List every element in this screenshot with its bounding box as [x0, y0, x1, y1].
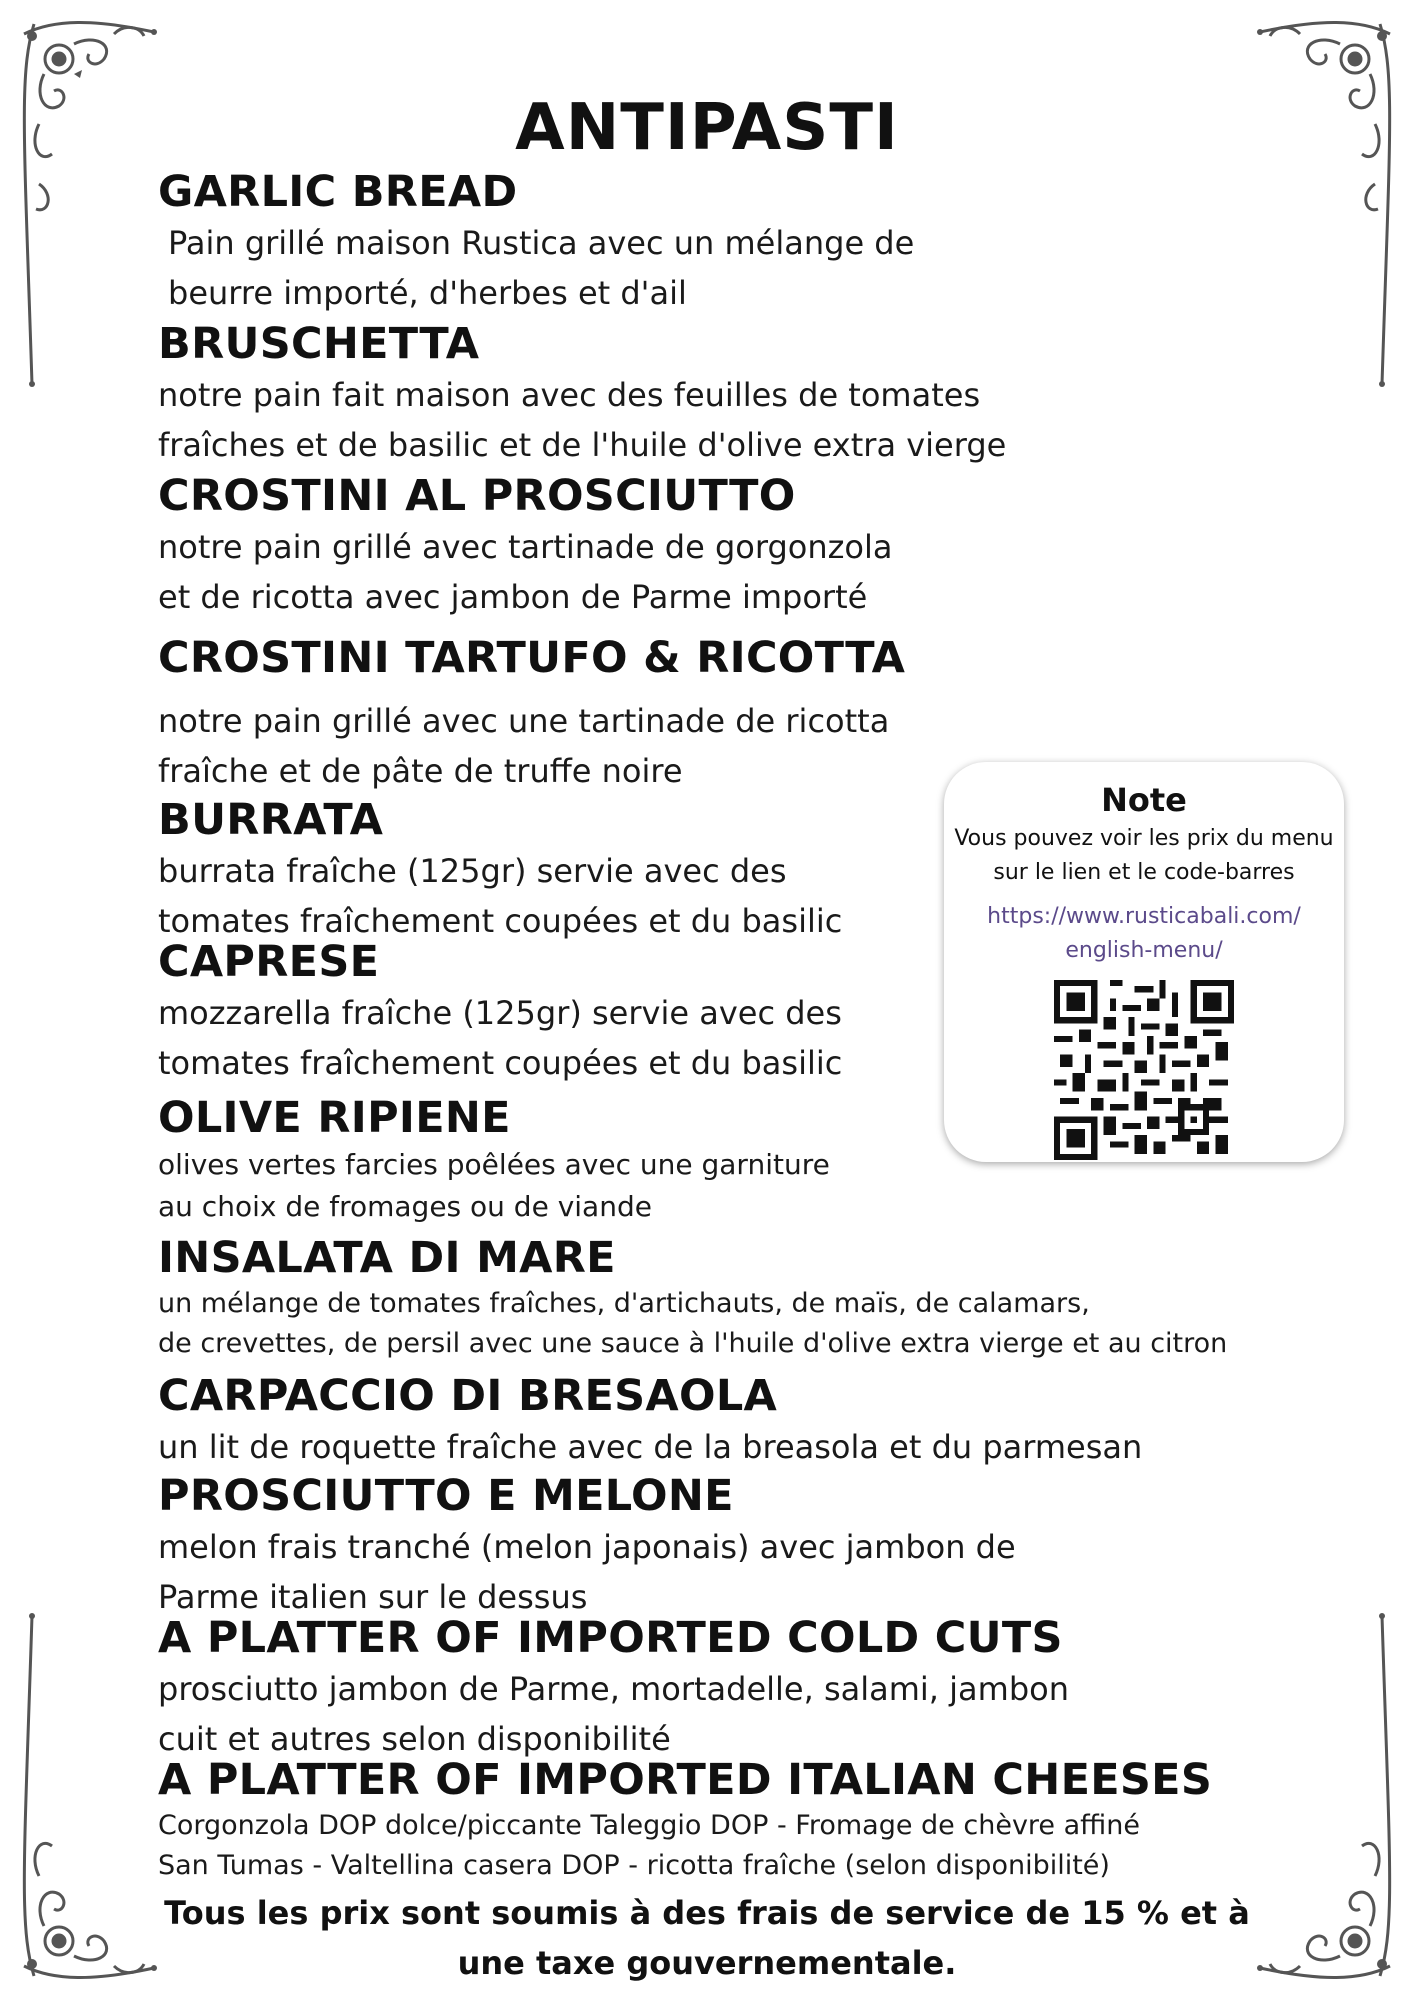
description-line: San Tumas - Valtellina casera DOP - ricotta fraîche (selon disponibilité): [158, 1850, 1110, 1881]
notice-line: Tous les prix sont soumis à des frais de service de 15 % et à: [164, 1894, 1250, 1932]
description-line: Parme italien sur le dessus: [158, 1578, 588, 1616]
menu-item-description: [158, 1422, 1278, 1472]
menu-item-name: GARLIC BREAD: [158, 167, 518, 217]
qr-code-icon[interactable]: [1054, 980, 1234, 1160]
menu-item: [158, 470, 1278, 622]
menu-item-name: CARPACCIO DI BRESAOLA: [158, 1371, 778, 1421]
description-line: notre pain grillé avec une tartinade de ricotta: [158, 702, 890, 740]
menu-item-name: CROSTINI AL PROSCIUTTO: [158, 471, 796, 521]
menu-item: [158, 1754, 1278, 1886]
description-line: beurre importé, d'herbes et d'ail: [168, 274, 687, 312]
description-line: prosciutto jambon de Parme, mortadelle, salami, jambon: [158, 1670, 1069, 1708]
description-line: un mélange de tomates fraîches, d'artichauts, de maïs, de calamars,: [158, 1288, 1090, 1319]
menu-item: [158, 318, 1278, 470]
description-line: tomates fraîchement coupées et du basilic: [158, 902, 843, 940]
description-line: notre pain grillé avec tartinade de gorgonzola: [158, 528, 893, 566]
note-text-line: Vous pouvez voir les prix du menu: [954, 826, 1334, 851]
service-charge-notice: [0, 1888, 1414, 1988]
menu-item-description: [158, 1522, 1278, 1622]
menu-item: [158, 1370, 1278, 1472]
menu-item-name: A PLATTER OF IMPORTED COLD CUTS: [158, 1613, 1063, 1663]
menu-item-name: BURRATA: [158, 795, 384, 845]
notice-line: une taxe gouvernementale.: [457, 1944, 957, 1982]
description-line: au choix de fromages ou de viande: [158, 1190, 652, 1223]
menu-item-description: [158, 1664, 1278, 1764]
menu-item: [158, 1232, 1278, 1364]
menu-item: [158, 1612, 1278, 1764]
menu-link-line[interactable]: english-menu/: [1065, 938, 1223, 963]
menu-link[interactable]: [944, 900, 1344, 968]
menu-item-description: [158, 1806, 1278, 1886]
menu-item: [158, 1470, 1278, 1622]
menu-item-description: [158, 1284, 1278, 1364]
description-line: olives vertes farcies poêlées avec une garniture: [158, 1148, 830, 1181]
note-text-line: sur le lien et le code-barres: [993, 860, 1295, 885]
menu-item-name: OLIVE RIPIENE: [158, 1093, 511, 1143]
description-line: cuit et autres selon disponibilité: [158, 1720, 671, 1758]
description-line: notre pain fait maison avec des feuilles de tomates: [158, 376, 981, 414]
description-line: burrata fraîche (125gr) servie avec des: [158, 852, 787, 890]
menu-item-name: A PLATTER OF IMPORTED ITALIAN CHEESES: [158, 1755, 1213, 1805]
note-card: [944, 762, 1344, 1162]
menu-item-name: CAPRESE: [158, 937, 380, 987]
menu-item-description: [158, 522, 1278, 622]
description-line: Corgonzola DOP dolce/piccante Taleggio DOP - Fromage de chèvre affiné: [158, 1810, 1140, 1841]
menu-item-name: BRUSCHETTA: [158, 319, 480, 369]
menu-item-description: [158, 218, 1278, 318]
description-line: un lit de roquette fraîche avec de la breasola et du parmesan: [158, 1428, 1143, 1466]
description-line: de crevettes, de persil avec une sauce à l'huile d'olive extra vierge et au citron: [158, 1328, 1228, 1359]
description-line: melon frais tranché (melon japonais) avec jambon de: [158, 1528, 1016, 1566]
description-line: et de ricotta avec jambon de Parme importé: [158, 578, 868, 616]
description-line: tomates fraîchement coupées et du basilic: [158, 1044, 843, 1082]
menu-item-name: CROSTINI TARTUFO & RICOTTA: [158, 633, 906, 683]
menu-item-name: PROSCIUTTO E MELONE: [158, 1471, 734, 1521]
description-line: mozzarella fraîche (125gr) servie avec des: [158, 994, 842, 1032]
page-title: ANTIPASTI: [515, 91, 899, 165]
menu-item: [158, 166, 1278, 318]
menu-item-description: [158, 370, 1278, 470]
note-title: Note: [1101, 781, 1187, 819]
corner-ornament-icon: [14, 14, 164, 394]
menu-link-line[interactable]: https://www.rusticabali.com/: [987, 904, 1301, 929]
description-line: fraîches et de basilic et de l'huile d'olive extra vierge: [158, 426, 1007, 464]
note-text: [944, 822, 1344, 890]
menu-item-name: INSALATA DI MARE: [158, 1233, 616, 1283]
description-line: Pain grillé maison Rustica avec un mélange de: [168, 224, 915, 262]
description-line: fraîche et de pâte de truffe noire: [158, 752, 683, 790]
